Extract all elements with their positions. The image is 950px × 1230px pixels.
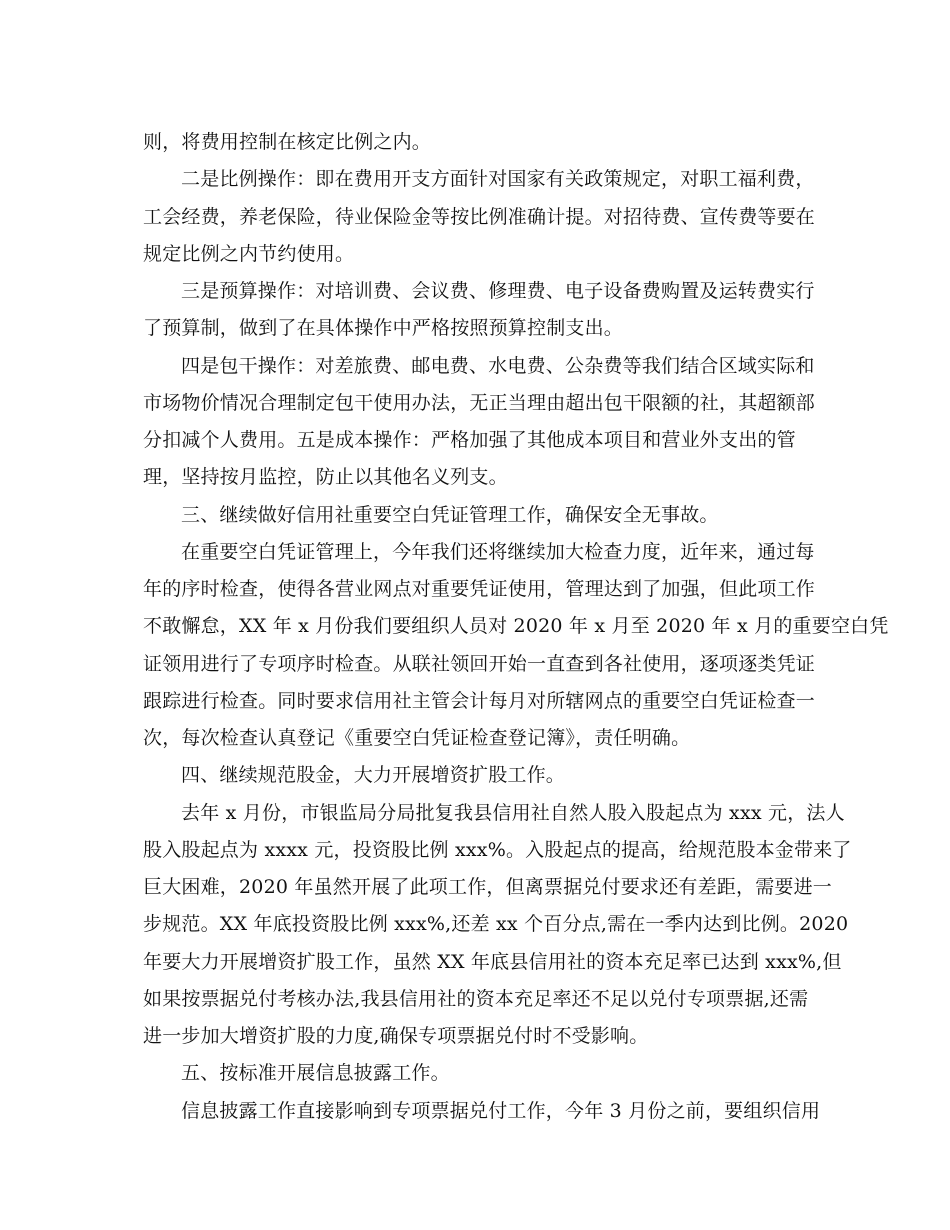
text-line: 规定比例之内节约使用。	[143, 242, 355, 265]
text-line: 巨大困难，2020 年虽然开展了此项工作，但离票据兑付要求还有差距，需要进一	[143, 876, 832, 898]
text-line: 五、按标准开展信息披露工作。	[181, 1062, 450, 1085]
text-line: 步规范。XX 年底投资股比例 xxx%,还差 xx 个百分点,需在一季内达到比例。2020	[143, 913, 849, 936]
text-line: 年要大力开展增资扩股工作，虽然 XX 年底县信用社的资本充足率已达到 xxx%,但	[143, 950, 842, 973]
text-line: 次，每次检查认真登记《重要空白凭证检查登记簿》，责任明确。	[143, 727, 691, 749]
text-line: 了预算制，做到了在具体操作中严格按照预算控制支出。	[143, 317, 624, 340]
text-line: 市场物价情况合理制定包干使用办法，无正当理由超出包干限额的社，其超额部	[143, 391, 816, 414]
text-line: 四、继续规范股金，大力开展增资扩股工作。	[181, 764, 566, 787]
text-line: 分扣减个人费用。五是成本操作：严格加强了其他成本项目和营业外支出的管	[143, 429, 796, 451]
text-line: 二是比例操作：即在费用开支方面针对国家有关政策规定，对职工福利费，	[181, 168, 815, 191]
text-line: 证领用进行了专项序时检查。从联社领回开始一直查到各社使用，逐项逐类凭证	[143, 652, 816, 675]
document-body	[143, 124, 889, 1130]
text-line: 三、继续做好信用社重要空白凭证管理工作，确保安全无事故。	[181, 503, 719, 526]
text-line: 股入股起点为 xxxx 元，投资股比例 xxx%。入股起点的提高，给规范股本金带来了	[143, 838, 852, 861]
text-line: 去年 x 月份，市银监局分局批复我县信用社自然人股入股起点为 xxx 元，法人	[181, 801, 845, 824]
text-line: 在重要空白凭证管理上，今年我们还将继续加大检查力度，近年来，通过每	[181, 540, 815, 563]
text-line: 如果按票据兑付考核办法,我县信用社的资本充足率还不足以兑付专项票据,还需	[143, 987, 809, 1010]
text-line: 则，将费用控制在核定比例之内。	[143, 131, 432, 153]
text-line: 进一步加大增资扩股的力度,确保专项票据兑付时不受影响。	[143, 1025, 649, 1047]
text-line: 四是包干操作：对差旅费、邮电费、水电费、公杂费等我们结合区域实际和	[181, 354, 815, 377]
text-line: 三是预算操作：对培训费、会议费、修理费、电子设备费购置及运转费实行	[181, 280, 815, 302]
text-line: 工会经费，养老保险，待业保险金等按比例准确计提。对招待费、宣传费等要在	[143, 205, 816, 228]
text-line: 不敢懈怠，XX 年 x 月份我们要组织人员对 2020 年 x 月至 2020 年 x 月的重要空白凭	[143, 615, 889, 638]
text-line: 理，坚持按月监控，防止以其他名义列支。	[143, 466, 508, 489]
text-line: 跟踪进行检查。同时要求信用社主管会计每月对所辖网点的重要空白凭证检查一	[143, 689, 816, 712]
text-line: 信息披露工作直接影响到专项票据兑付工作，今年 3 月份之前，要组织信用	[181, 1099, 821, 1122]
text-line: 年的序时检查，使得各营业网点对重要凭证使用，管理达到了加强，但此项工作	[143, 578, 816, 600]
